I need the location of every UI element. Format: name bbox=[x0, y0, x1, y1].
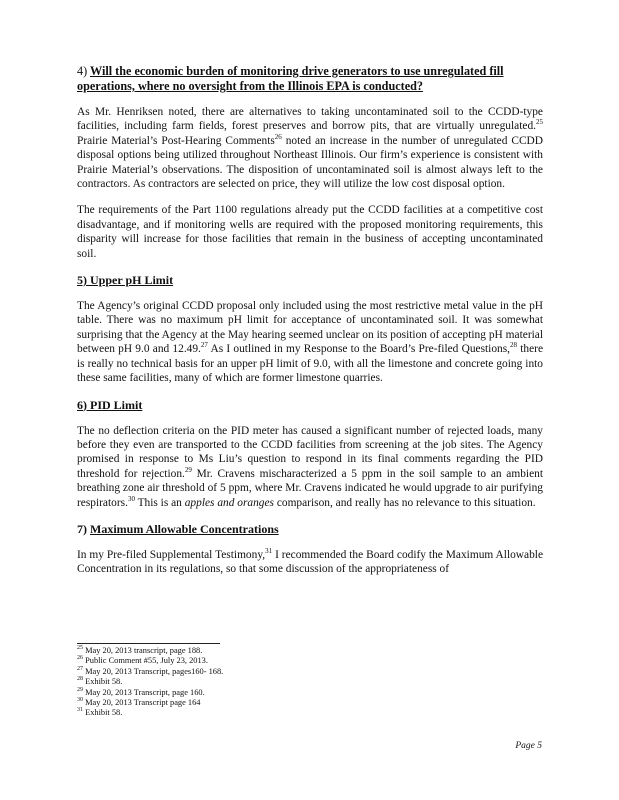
text-run: This is an bbox=[134, 496, 185, 509]
section-7-paragraph bbox=[77, 548, 543, 577]
footnote-ref-29: 29 bbox=[184, 465, 192, 474]
text-run: comparison, and really has no relevance to this situation. bbox=[273, 496, 536, 509]
question-4-heading bbox=[77, 64, 543, 94]
question-4-paragraph-1 bbox=[77, 105, 543, 191]
question-4-paragraph-2: The requirements of the Part 1100 regulations already put the CCDD facilities at a competitive cost disadvantage, and if monitoring wells are required with the proposed monitoring requirements, this disparity will increase for those facilities that remain in the business of accepting uncontaminated soil. bbox=[77, 204, 543, 260]
section-6-heading bbox=[77, 398, 543, 413]
text-run: In my Pre-filed Supplemental Testimony, bbox=[77, 548, 266, 561]
footnote-ref-30: 30 bbox=[127, 494, 135, 503]
footnote-30 bbox=[77, 698, 377, 708]
footnote-25 bbox=[77, 646, 377, 656]
footnote-ref-27: 27 bbox=[200, 341, 208, 350]
text-run: As I outlined in my Response to the Board’s Pre-filed Questions, bbox=[207, 343, 511, 356]
footnote-text: May 20, 2013 Transcript, page 160. bbox=[83, 687, 205, 697]
footnote-text: Public Comment #55, July 23, 2013. bbox=[83, 656, 208, 666]
footnotes bbox=[77, 646, 377, 719]
footnote-number: 28 bbox=[77, 676, 83, 683]
footnote-text: Exhibit 58. bbox=[83, 708, 123, 718]
footnote-number: 30 bbox=[77, 697, 83, 704]
footnote-ref-26: 26 bbox=[274, 133, 282, 142]
text-run: The no deflection criteria on the PID meter has caused a significant number of rejected loads, many before they even are transported to the CCDD facilities from screening at the job sites. The Agency promised in response to Ms Liu’s question to respond in its final comments regarding the PID threshold for rejection. bbox=[77, 424, 543, 480]
section-7-title: Maximum Allowable Concentrations bbox=[90, 521, 279, 536]
section-7-heading bbox=[77, 522, 543, 537]
footnote-ref-25: 25 bbox=[536, 118, 543, 127]
footnote-ref-31: 31 bbox=[265, 547, 273, 556]
section-5-title: 5) Upper pH Limit bbox=[77, 273, 174, 288]
text-run: noted an increase in the number of unregulated CCDD disposal options being utilized throughout Northeast Illinois. Our firm’s experience is consistent with Prairie Material’s observations. The disposition of uncontaminated soil is almost always left to the contractors. As contractors are selected on price, they will utilize the low cost disposal option. bbox=[77, 134, 543, 191]
text-run: The Agency’s original CCDD proposal only included using the most restrictive metal value in the pH table. There was no maximum pH limit for acceptance of uncontaminated soil. It was somewhat surprising that the Agency at the May hearing seemed unclear on its position of accepting pH material between pH 9.0 and 12.49. bbox=[77, 300, 543, 356]
footnote-number: 25 bbox=[77, 645, 83, 652]
text-run: Prairie Material’s Post-Hearing Comments bbox=[77, 134, 275, 147]
section-7-number: 7) bbox=[77, 521, 87, 536]
footnote-number: 27 bbox=[77, 666, 83, 673]
section-5-paragraph bbox=[77, 299, 543, 385]
footnote-number: 29 bbox=[77, 686, 83, 693]
footnote-number: 31 bbox=[77, 707, 83, 714]
section-6-title: 6) PID Limit bbox=[77, 397, 143, 412]
question-4-number: 4) bbox=[77, 64, 88, 78]
footnote-text: May 20, 2013 Transcript page 164 bbox=[83, 698, 201, 708]
question-4-title: Will the economic burden of monitoring drive generators to use unregulated fill operations, where no oversight from the Illinois EPA is conducted? bbox=[77, 64, 504, 93]
footnote-27 bbox=[77, 667, 377, 677]
footnote-ref-28: 28 bbox=[510, 341, 518, 350]
text-run: I recommended the Board codify the Maximum Allowable Concentration in its regulations, so that some discussion of the appropriateness of bbox=[77, 548, 544, 576]
footnote-text: May 20, 2013 Transcript, pages160- 168. bbox=[83, 666, 224, 676]
section-5-heading bbox=[77, 273, 543, 288]
footnote-31 bbox=[77, 708, 377, 718]
italic-phrase: apples and oranges bbox=[184, 496, 274, 509]
footnote-text: Exhibit 58. bbox=[83, 677, 123, 687]
footnote-number: 26 bbox=[77, 655, 83, 662]
section-6-paragraph bbox=[77, 424, 543, 510]
text-run: As Mr. Henriksen noted, there are alternatives to taking uncontaminated soil to the CCDD-type facilities, including farm fields, forest preserves and borrow pits, that are virtually unregulated. bbox=[77, 106, 543, 133]
text-run: Mr. Cravens mischaracterized a 5 ppm in the soil sample to an ambient breathing zone air threshold of 5 ppm, where Mr. Cravens indicated he would upgrade to air purifying respirators. bbox=[77, 467, 544, 509]
document-page bbox=[77, 64, 543, 589]
text-run: there is really no technical basis for an upper pH limit of 9.0, with all the limestone and concrete going into these same facilities, many of which are former limestone quarries. bbox=[77, 343, 543, 385]
footnote-28 bbox=[77, 677, 377, 687]
page-number: Page 5 bbox=[515, 741, 542, 751]
footnote-text: May 20, 2013 transcript, page 188. bbox=[83, 646, 203, 655]
footnote-26 bbox=[77, 656, 377, 666]
footnote-29 bbox=[77, 688, 377, 698]
footnote-divider bbox=[77, 643, 220, 644]
